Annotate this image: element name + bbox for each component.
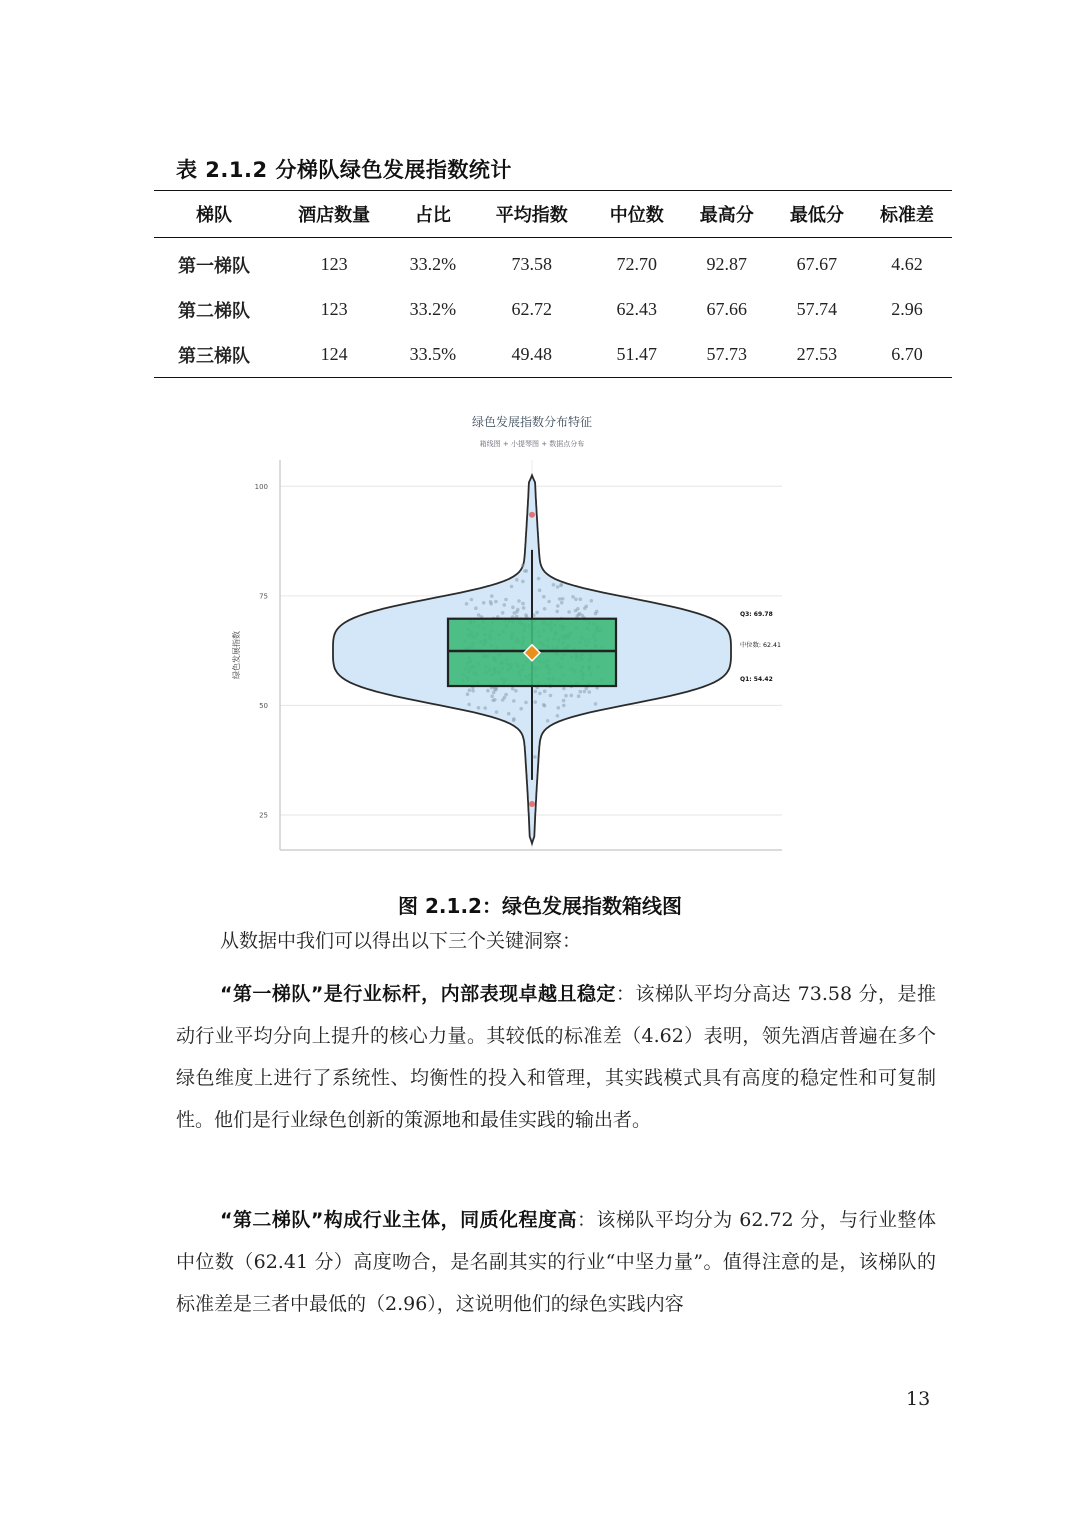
data-point xyxy=(524,701,528,705)
chart-title: 绿色发展指数分布特征 xyxy=(471,415,593,429)
data-point xyxy=(571,595,575,599)
cell-std: 6.70 xyxy=(891,344,923,364)
page-number: 13 xyxy=(906,1388,931,1410)
data-point xyxy=(556,585,560,589)
data-point xyxy=(585,687,589,691)
cell-hotel-count: 123 xyxy=(320,299,348,319)
cell-tier: 第二梯队 xyxy=(178,300,251,322)
table-row xyxy=(154,287,952,332)
insight-paragraph-2 xyxy=(176,1199,936,1325)
data-point xyxy=(511,687,515,691)
data-point xyxy=(522,606,526,610)
median-annotation: 中位数: 62.41 xyxy=(740,642,780,649)
table-caption: 表 2.1.2 分梯队绿色发展指数统计 xyxy=(176,158,512,182)
y-axis-label: 绿色发展指数 xyxy=(232,631,241,679)
cell-max: 92.87 xyxy=(706,254,748,274)
data-point xyxy=(471,689,475,693)
data-point xyxy=(521,580,525,584)
cell-share: 33.5% xyxy=(409,344,457,364)
data-point xyxy=(556,604,560,608)
cell-share: 33.2% xyxy=(409,299,457,319)
data-point xyxy=(503,603,507,607)
table-header-row xyxy=(154,191,952,238)
data-point xyxy=(564,694,568,698)
data-point xyxy=(562,699,566,703)
data-point xyxy=(521,564,525,568)
data-point xyxy=(538,692,542,696)
insight-1-lead: “第一梯队”是行业标杆，内部表现卓越且稳定 xyxy=(220,983,616,1005)
data-point xyxy=(588,690,592,694)
data-point xyxy=(517,599,521,603)
q1-annotation: Q1: 54.42 xyxy=(740,676,773,683)
data-point xyxy=(483,706,487,710)
data-point xyxy=(556,714,560,718)
data-point xyxy=(521,602,525,606)
data-point xyxy=(468,688,472,692)
outlier-point xyxy=(529,801,535,807)
cell-mean-index: 62.72 xyxy=(511,299,552,319)
data-point xyxy=(507,712,511,716)
header-median: 中位数 xyxy=(609,205,664,226)
data-point xyxy=(533,755,537,759)
table-row xyxy=(154,332,952,378)
header-share: 占比 xyxy=(414,205,451,226)
cell-median: 51.47 xyxy=(616,344,657,364)
data-point xyxy=(585,605,589,609)
header-min: 最低分 xyxy=(789,205,844,226)
insight-1-text: ：该梯队平均分高达 73.58 分，是推动行业平均分向上提升的核心力量。其较低的标准差（4.62）表明，领先酒店普遍在多个绿色维度上进行了系统性、均衡性的投入和管理，其实践模式具有高度的稳定性和可复制性。他们是行业绿色创新的策源地和最佳实践的输出者。 xyxy=(176,983,936,1131)
cell-min: 67.67 xyxy=(796,254,838,274)
data-point xyxy=(590,599,594,603)
data-point xyxy=(490,694,494,698)
data-point xyxy=(570,694,574,698)
data-point xyxy=(514,689,518,693)
data-point xyxy=(515,578,519,582)
data-point xyxy=(543,607,547,611)
green-index-distribution-chart xyxy=(222,405,802,860)
y-tick-label: 50 xyxy=(259,701,268,710)
data-point xyxy=(574,598,578,602)
data-point xyxy=(579,690,583,694)
insight-2-text: ：该梯队平均分为 62.72 分，与行业整体中位数（62.41 分）高度吻合，是名副其实的行业“中坚力量”。值得注意的是，该梯队的标准差是三者中最低的（2.96），这说明他们的绿色实践内容 xyxy=(176,1209,936,1315)
data-point xyxy=(543,690,547,694)
data-point xyxy=(535,611,539,615)
data-point xyxy=(547,600,551,604)
insight-2-lead: “第二梯队”构成行业主体，同质化程度高 xyxy=(220,1209,577,1231)
cell-std: 4.62 xyxy=(891,254,923,274)
data-point xyxy=(561,597,565,601)
cell-tier: 第一梯队 xyxy=(178,255,251,277)
data-point xyxy=(567,610,571,614)
header-tier: 梯队 xyxy=(196,205,233,226)
data-point xyxy=(495,710,499,714)
data-point xyxy=(504,598,508,602)
data-point xyxy=(559,584,563,588)
data-point xyxy=(465,602,469,606)
cell-hotel-count: 124 xyxy=(320,344,348,364)
data-point xyxy=(494,600,498,604)
header-hotel-count: 酒店数量 xyxy=(298,205,371,226)
header-mean-index: 平均指数 xyxy=(495,205,568,226)
cell-min: 27.53 xyxy=(796,344,838,364)
data-point xyxy=(579,597,583,601)
data-point xyxy=(489,602,493,606)
data-point xyxy=(501,611,505,615)
data-point xyxy=(552,583,556,587)
data-point xyxy=(575,614,579,618)
header-max: 最高分 xyxy=(699,205,754,226)
data-point xyxy=(534,700,538,704)
outlier-point xyxy=(529,512,535,518)
figure-caption: 图 2.1.2：绿色发展指数箱线图 xyxy=(398,894,682,918)
intro-text: 从数据中我们可以得出以下三个关键洞察： xyxy=(220,930,582,952)
cell-max: 57.73 xyxy=(706,344,748,364)
data-point xyxy=(525,569,529,573)
chart-subtitle: 箱线图 + 小提琴图 + 数据点分布 xyxy=(479,440,585,448)
y-tick-label: 75 xyxy=(259,592,268,601)
data-point xyxy=(594,702,598,706)
data-point xyxy=(470,598,474,602)
data-point xyxy=(512,699,516,703)
data-point xyxy=(583,690,587,694)
cell-std: 2.96 xyxy=(891,299,923,319)
data-point xyxy=(477,613,481,617)
cell-mean-index: 73.58 xyxy=(511,254,552,274)
cell-hotel-count: 123 xyxy=(320,254,348,274)
data-point xyxy=(546,719,550,723)
data-point xyxy=(474,606,478,610)
table-row xyxy=(154,238,952,288)
cell-median: 62.43 xyxy=(616,299,657,319)
data-point xyxy=(577,694,581,698)
data-point xyxy=(511,606,515,610)
data-point xyxy=(503,696,507,700)
data-point xyxy=(467,703,471,707)
data-point xyxy=(543,704,547,708)
data-point xyxy=(537,577,541,581)
data-point xyxy=(490,594,494,598)
cell-mean-index: 49.48 xyxy=(511,344,552,364)
data-point xyxy=(494,688,498,692)
cell-tier: 第三梯队 xyxy=(178,345,251,367)
data-point xyxy=(493,698,497,702)
cell-min: 57.74 xyxy=(796,299,838,319)
data-point xyxy=(477,706,481,710)
tier-statistics-table xyxy=(154,190,952,378)
data-point xyxy=(557,706,561,710)
chart-svg xyxy=(222,405,802,860)
data-point xyxy=(515,610,519,614)
q3-annotation: Q3: 69.78 xyxy=(740,611,773,618)
cell-median: 72.70 xyxy=(616,254,657,274)
y-tick-label: 25 xyxy=(259,811,268,820)
data-point xyxy=(510,585,514,589)
data-point xyxy=(466,692,470,696)
data-point xyxy=(562,704,566,708)
data-point xyxy=(562,687,566,691)
cell-share: 33.2% xyxy=(409,254,457,274)
data-point xyxy=(482,601,486,605)
data-point xyxy=(555,610,559,614)
data-point xyxy=(542,595,546,599)
data-point xyxy=(594,612,598,616)
header-std: 标准差 xyxy=(879,205,934,226)
insight-paragraph-1 xyxy=(176,973,936,1141)
data-point xyxy=(574,609,578,613)
data-point xyxy=(512,717,516,721)
data-point xyxy=(549,694,553,698)
data-point xyxy=(538,588,542,592)
data-point xyxy=(560,601,564,605)
cell-max: 67.66 xyxy=(706,299,748,319)
data-point xyxy=(534,690,538,694)
data-point xyxy=(486,689,490,693)
y-tick-label: 100 xyxy=(254,482,268,491)
data-point xyxy=(519,707,523,711)
